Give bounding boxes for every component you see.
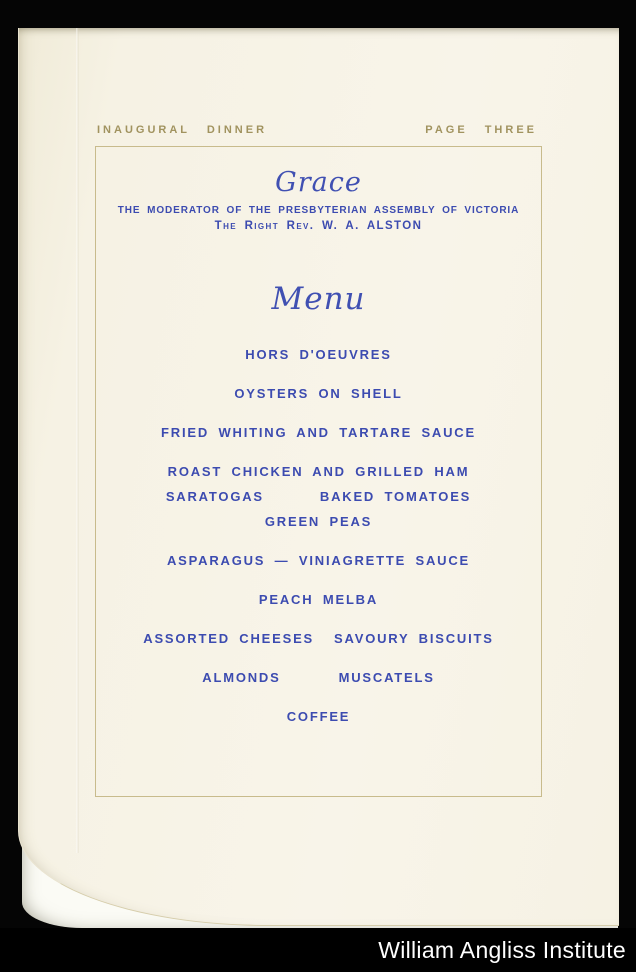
menu-item: SAVOURY BISCUITS	[334, 631, 494, 646]
grace-title: Grace	[275, 167, 362, 198]
menu-row	[96, 465, 541, 478]
menu-row	[96, 710, 541, 723]
menu-title: Menu	[271, 281, 366, 317]
menu-item: MUSCATELS	[338, 670, 435, 685]
menu-row	[96, 554, 541, 567]
menu-item: FRIED WHITING AND TARTARE SAUCE	[161, 425, 476, 440]
menu-row	[96, 490, 541, 503]
menu-item: ROAST CHICKEN AND GRILLED HAM	[167, 464, 470, 479]
menu-item: PEACH MELBA	[258, 592, 379, 607]
menu-page-paper	[18, 28, 619, 926]
menu-row	[96, 632, 541, 645]
watermark-text: William Angliss Institute	[378, 936, 626, 963]
menu-items	[96, 348, 541, 723]
paper-crease	[76, 28, 79, 853]
menu-row	[96, 671, 541, 684]
menu-item: COFFEE	[286, 709, 351, 724]
menu-item: ASSORTED CHEESES	[143, 631, 315, 646]
menu-row	[96, 387, 541, 400]
menu-item: BAKED TOMATOES	[319, 489, 472, 504]
menu-row	[96, 348, 541, 361]
header-title: INAUGURAL DINNER	[97, 124, 268, 136]
page-header	[97, 124, 537, 136]
menu-item: SARATOGAS	[165, 489, 264, 504]
header-page-number: PAGE THREE	[425, 124, 537, 136]
menu-item: ALMONDS	[202, 670, 281, 685]
menu-item: ASPARAGUS — VINIAGRETTE SAUCE	[166, 553, 471, 568]
footer-band	[0, 928, 636, 972]
moderator-line: THE MODERATOR OF THE PRESBYTERIAN ASSEMBLY OF VICTORIA	[117, 205, 520, 216]
menu-item: HORS D'OEUVRES	[245, 347, 392, 362]
menu-row	[96, 515, 541, 528]
menu-item: OYSTERS ON SHELL	[234, 386, 403, 401]
reverend-line: The Right Rev. W. A. ALSTON	[214, 220, 423, 232]
menu-row	[96, 426, 541, 439]
gold-border-frame	[95, 146, 542, 797]
menu-item: GREEN PEAS	[264, 514, 373, 529]
menu-row	[96, 593, 541, 606]
